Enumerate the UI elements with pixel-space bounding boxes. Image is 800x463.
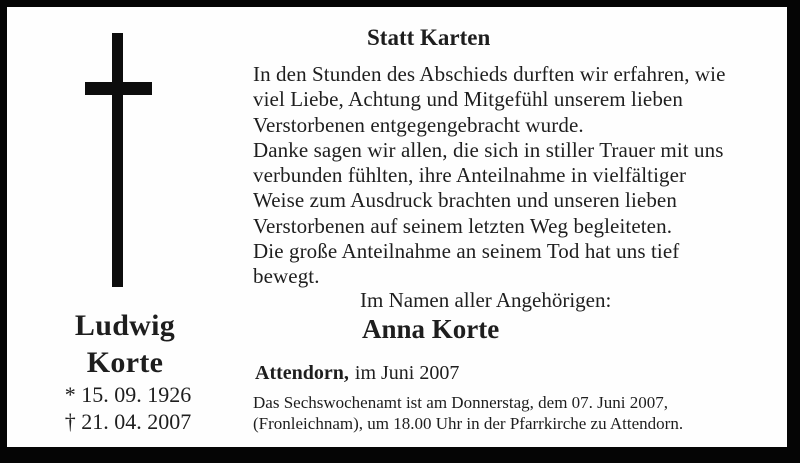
cross-horizontal-bar — [85, 82, 152, 95]
condolence-line: Verstorbenen auf seinem letzten Weg begleiteten. — [253, 213, 673, 238]
deceased-last-name: Korte — [86, 346, 164, 379]
condolence-line: Verstorbenen entgegengebracht wurde. — [253, 112, 584, 137]
condolence-line: viel Liebe, Achtung und Mitgefühl unserem lieben — [253, 87, 683, 112]
deceased-first-name: Ludwig — [74, 309, 176, 342]
latin-cross-icon — [7, 7, 243, 307]
place-name: Attendorn, — [255, 362, 349, 384]
signatory-name: Anna Korte — [362, 314, 500, 344]
statt-karten-heading: Statt Karten — [367, 25, 491, 50]
service-info-line: (Fronleichnam), um 18.00 Uhr in der Pfarrkirche zu Attendorn. — [253, 413, 684, 433]
condolence-line: Danke sagen wir allen, die sich in stiller Trauer mit uns — [253, 137, 724, 162]
deceased-name — [15, 307, 235, 381]
condolence-line: Die große Anteilnahme an seinem Tod hat uns tief — [253, 239, 680, 264]
death-date: † 21. 04. 2007 — [64, 409, 192, 434]
cross-vertical-bar — [112, 33, 123, 287]
birth-date: * 15. 09. 1926 — [64, 382, 192, 407]
condolence-line: Weise zum Ausdruck brachten und unseren lieben — [253, 188, 677, 213]
service-announcement — [253, 393, 683, 434]
date-text: im Juni 2007 — [354, 362, 460, 384]
service-info-line: Das Sechswochenamt ist am Donnerstag, dem 07. Juni 2007, — [253, 393, 669, 412]
place-date-line — [255, 361, 459, 386]
life-dates — [15, 381, 241, 435]
condolence-line: bewegt. — [253, 264, 320, 289]
condolence-line: verbunden fühlten, ihre Anteilnahme in vielfältiger — [253, 163, 687, 188]
attribution-line: Im Namen aller Angehörigen: — [360, 288, 612, 312]
condolence-text — [253, 62, 726, 290]
condolence-line: In den Stunden des Abschieds durften wir erfahren, wie — [253, 62, 726, 86]
